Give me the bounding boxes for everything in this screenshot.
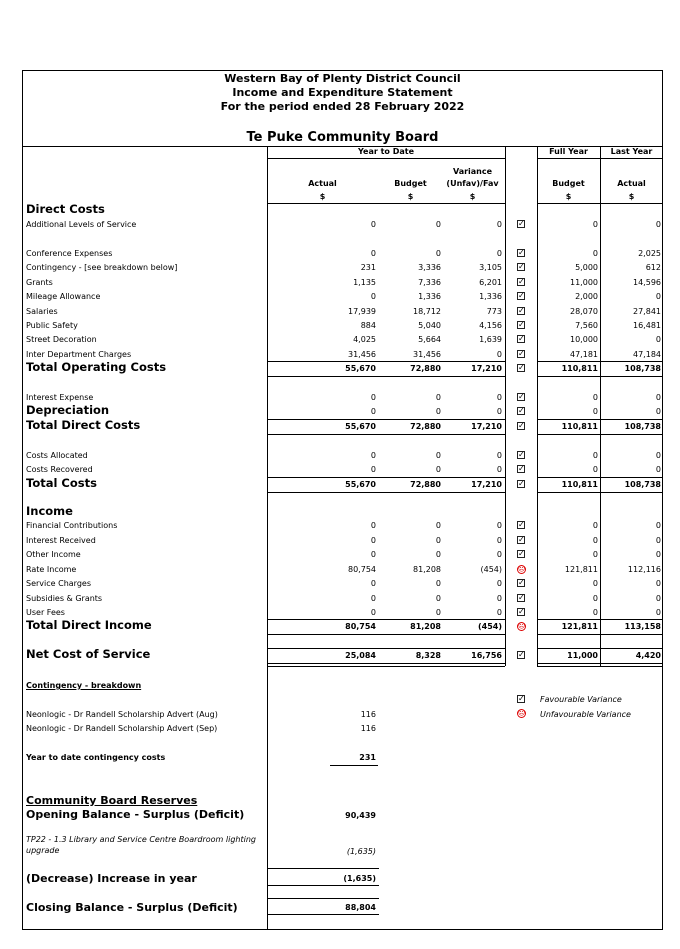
closing-top-rule xyxy=(267,898,379,899)
statement-title: Income and Expenditure Statement xyxy=(232,86,453,99)
row-label: Net Cost of Service xyxy=(26,647,151,661)
row-label: Additional Levels of Service xyxy=(26,220,137,229)
row-fy-budget: 110,811 xyxy=(561,364,598,373)
row-variance: 17,210 xyxy=(471,480,502,489)
reserve-item-value: (1,635) xyxy=(346,847,376,856)
check-icon: ✓ xyxy=(518,450,525,459)
variance-dollar: $ xyxy=(469,192,476,201)
actual-header: Actual xyxy=(308,179,337,188)
total-bottom-rule xyxy=(537,634,663,635)
row-label: Public Safety xyxy=(26,321,78,330)
total-top-rule xyxy=(537,419,663,420)
row-actual: 4,025 xyxy=(353,335,376,344)
row-last-year: 2,025 xyxy=(638,249,661,258)
total-top-rule xyxy=(537,361,663,362)
row-variance: 0 xyxy=(496,407,502,416)
total-top-rule xyxy=(267,419,505,420)
row-budget: 72,880 xyxy=(410,422,441,431)
row-budget: 81,208 xyxy=(410,622,441,631)
row-last-year: 612 xyxy=(645,263,661,272)
ytd-header-rule xyxy=(267,158,505,159)
legend-favourable: Favourable Variance xyxy=(540,695,622,704)
row-fy-budget: 121,811 xyxy=(561,622,598,631)
row-fy-budget: 11,000 xyxy=(570,278,598,287)
check-icon: ✓ xyxy=(518,535,525,544)
row-label: Grants xyxy=(26,278,53,287)
row-budget: 0 xyxy=(435,407,441,416)
check-icon: ✓ xyxy=(518,262,525,271)
check-icon: ✓ xyxy=(518,479,525,488)
closing-bottom-rule xyxy=(267,914,379,915)
actual-dollar: $ xyxy=(319,192,326,201)
row-label: Total Direct Income xyxy=(26,618,152,632)
row-label: Conference Expenses xyxy=(26,249,113,258)
row-last-year: 0 xyxy=(655,292,661,301)
total-top-rule xyxy=(267,619,505,620)
total-top-rule xyxy=(537,648,663,649)
change-top-rule xyxy=(267,868,379,869)
row-last-year: 108,738 xyxy=(624,480,661,489)
row-last-year: 108,738 xyxy=(624,422,661,431)
row-budget: 0 xyxy=(435,594,441,603)
row-last-year: 0 xyxy=(655,393,661,402)
total-bottom-rule xyxy=(537,663,663,664)
row-last-year: 0 xyxy=(655,407,661,416)
row-label: Total Direct Costs xyxy=(26,418,141,432)
reserve-item-label-1: TP22 - 1.3 Library and Service Centre Boardroom lighting xyxy=(26,835,256,844)
ytd-units-rule xyxy=(267,203,505,204)
row-label: Rate Income xyxy=(26,565,77,574)
row-actual: 80,754 xyxy=(348,565,376,574)
row-last-year: 108,738 xyxy=(624,364,661,373)
row-fy-budget: 0 xyxy=(592,249,598,258)
row-fy-budget: 0 xyxy=(592,608,598,617)
row-actual: 0 xyxy=(370,550,376,559)
row-label: Mileage Allowance xyxy=(26,292,101,301)
row-fy-budget: 0 xyxy=(592,521,598,530)
row-variance: 6,201 xyxy=(479,278,502,287)
row-budget: 0 xyxy=(435,220,441,229)
total-bottom-rule xyxy=(267,434,505,435)
frown-icon: ☹ xyxy=(518,565,526,573)
row-label: Total Costs xyxy=(26,476,97,490)
fy-bottom-rule xyxy=(537,666,663,667)
check-icon: ✓ xyxy=(518,248,525,257)
contingency-item-1: Neonlogic - Dr Randell Scholarship Advert (Aug) xyxy=(26,710,218,719)
row-last-year: 0 xyxy=(655,451,661,460)
row-actual: 55,670 xyxy=(345,480,376,489)
row-fy-budget: 10,000 xyxy=(570,335,598,344)
row-budget: 81,208 xyxy=(413,565,441,574)
row-actual: 0 xyxy=(370,521,376,530)
row-variance: 0 xyxy=(496,536,502,545)
row-variance: 0 xyxy=(496,350,502,359)
board-name: Te Puke Community Board xyxy=(246,130,439,145)
check-icon: ✓ xyxy=(518,334,525,343)
check-icon: ✓ xyxy=(518,593,525,602)
check-icon: ✓ xyxy=(518,520,525,529)
row-fy-budget: 0 xyxy=(592,220,598,229)
row-fy-budget: 7,560 xyxy=(575,321,598,330)
statement-period: For the period ended 28 February 2022 xyxy=(220,100,465,113)
row-actual: 17,939 xyxy=(348,307,376,316)
row-fy-budget: 110,811 xyxy=(561,422,598,431)
contingency-title: Contingency - breakdown xyxy=(26,681,142,690)
row-variance: (454) xyxy=(477,622,502,631)
row-actual: 55,670 xyxy=(345,422,376,431)
row-budget: 0 xyxy=(435,249,441,258)
total-bottom-rule xyxy=(267,492,505,493)
total-bottom-rule xyxy=(267,634,505,635)
fy-units-rule xyxy=(537,203,663,204)
row-actual: 0 xyxy=(370,465,376,474)
row-fy-budget: 121,811 xyxy=(564,565,598,574)
change-value: (1,635) xyxy=(343,874,376,883)
check-icon: ✓ xyxy=(518,219,525,228)
check-icon: ✓ xyxy=(518,650,525,659)
check-icon: ✓ xyxy=(518,549,525,558)
row-actual: 0 xyxy=(370,536,376,545)
row-fy-budget: 0 xyxy=(592,407,598,416)
check-icon: ✓ xyxy=(518,464,525,473)
row-label: User Fees xyxy=(26,608,65,617)
row-label: Subsidies & Grants xyxy=(26,594,103,603)
row-budget: 18,712 xyxy=(413,307,441,316)
unfavourable-icon: ☹ xyxy=(518,709,526,717)
fy-header-rule xyxy=(537,158,663,159)
ytd-header: Year to Date xyxy=(357,147,414,156)
row-variance: 0 xyxy=(496,550,502,559)
row-actual: 0 xyxy=(370,393,376,402)
contingency-item-2: Neonlogic - Dr Randell Scholarship Advert (Sep) xyxy=(26,724,218,733)
check-icon: ✓ xyxy=(518,392,525,401)
change-label: (Decrease) Increase in year xyxy=(26,872,197,885)
total-top-rule xyxy=(267,648,505,649)
total-top-rule xyxy=(267,361,505,362)
row-last-year: 0 xyxy=(655,335,661,344)
row-actual: 0 xyxy=(370,292,376,301)
budget-dollar: $ xyxy=(407,192,414,201)
row-label: Salaries xyxy=(26,307,58,316)
row-variance: 0 xyxy=(496,608,502,617)
col-divider-left xyxy=(267,146,268,930)
row-last-year: 0 xyxy=(655,465,661,474)
opening-balance-value: 90,439 xyxy=(345,811,376,820)
row-last-year: 0 xyxy=(655,579,661,588)
total-bottom-rule xyxy=(267,663,505,664)
row-label: Costs Recovered xyxy=(26,465,93,474)
row-fy-budget: 2,000 xyxy=(575,292,598,301)
total-bottom-rule xyxy=(537,376,663,377)
variance-header-1: Variance xyxy=(452,167,493,176)
section-direct-costs: Direct Costs xyxy=(26,202,105,216)
row-variance: 3,105 xyxy=(479,263,502,272)
row-label: Total Operating Costs xyxy=(26,360,167,374)
row-budget: 5,664 xyxy=(418,335,441,344)
row-budget: 5,040 xyxy=(418,321,441,330)
row-actual: 80,754 xyxy=(345,622,376,631)
fy-budget-header: Budget xyxy=(552,179,585,188)
legend-unfavourable: Unfavourable Variance xyxy=(540,710,631,719)
row-label: Depreciation xyxy=(26,403,110,417)
row-fy-budget: 0 xyxy=(592,594,598,603)
row-actual: 0 xyxy=(370,451,376,460)
row-actual: 884 xyxy=(360,321,376,330)
row-actual: 55,670 xyxy=(345,364,376,373)
row-budget: 7,336 xyxy=(418,278,441,287)
row-label: Interest Expense xyxy=(26,393,94,402)
row-last-year: 113,158 xyxy=(624,622,661,631)
check-icon: ✓ xyxy=(518,349,525,358)
row-budget: 0 xyxy=(435,521,441,530)
row-actual: 0 xyxy=(370,608,376,617)
org-name: Western Bay of Plenty District Council xyxy=(224,72,461,85)
row-budget: 0 xyxy=(435,536,441,545)
contingency-item-1-value: 116 xyxy=(360,710,376,719)
row-variance: 0 xyxy=(496,465,502,474)
row-budget: 8,328 xyxy=(415,651,441,660)
row-fy-budget: 0 xyxy=(592,451,598,460)
row-actual: 0 xyxy=(370,220,376,229)
row-last-year: 112,116 xyxy=(627,565,661,574)
closing-value: 88,804 xyxy=(345,903,376,912)
row-fy-budget: 47,181 xyxy=(570,350,598,359)
check-icon: ✓ xyxy=(518,607,525,616)
row-fy-budget: 0 xyxy=(592,536,598,545)
row-label: Street Decoration xyxy=(26,335,97,344)
row-variance: 0 xyxy=(496,594,502,603)
row-variance: 16,756 xyxy=(471,651,502,660)
check-icon: ✓ xyxy=(518,306,525,315)
row-last-year: 14,596 xyxy=(633,278,661,287)
total-bottom-rule xyxy=(267,376,505,377)
row-variance: 1,336 xyxy=(479,292,502,301)
row-variance: 0 xyxy=(496,451,502,460)
check-icon: ✓ xyxy=(518,363,525,372)
contingency-total-label: Year to date contingency costs xyxy=(26,753,166,762)
row-fy-budget: 0 xyxy=(592,465,598,474)
total-top-rule xyxy=(537,619,663,620)
row-budget: 72,880 xyxy=(410,480,441,489)
row-actual: 0 xyxy=(370,579,376,588)
row-budget: 0 xyxy=(435,393,441,402)
row-label: Financial Contributions xyxy=(26,521,118,530)
last-year-header: Last Year xyxy=(610,147,653,156)
row-label: Interest Received xyxy=(26,536,96,545)
row-last-year: 27,841 xyxy=(633,307,661,316)
row-budget: 1,336 xyxy=(418,292,441,301)
row-last-year: 0 xyxy=(655,608,661,617)
check-icon: ✓ xyxy=(518,421,525,430)
ly-dollar: $ xyxy=(628,192,635,201)
reserve-item-label-2: upgrade xyxy=(26,846,60,855)
row-fy-budget: 0 xyxy=(592,393,598,402)
row-last-year: 0 xyxy=(655,594,661,603)
col-divider-ytd xyxy=(505,146,506,666)
row-last-year: 47,184 xyxy=(633,350,661,359)
row-actual: 0 xyxy=(370,407,376,416)
total-bottom-rule xyxy=(537,434,663,435)
row-actual: 0 xyxy=(370,594,376,603)
row-budget: 0 xyxy=(435,579,441,588)
row-budget: 72,880 xyxy=(410,364,441,373)
check-icon: ✓ xyxy=(518,406,525,415)
row-actual: 1,135 xyxy=(353,278,376,287)
row-fy-budget: 0 xyxy=(592,579,598,588)
variance-header-2: (Unfav)/Fav xyxy=(446,179,499,188)
row-budget: 0 xyxy=(435,550,441,559)
row-budget: 3,336 xyxy=(418,263,441,272)
opening-balance-label: Opening Balance - Surplus (Deficit) xyxy=(26,808,245,821)
budget-header: Budget xyxy=(394,179,427,188)
check-icon: ✓ xyxy=(518,291,525,300)
row-budget: 0 xyxy=(435,608,441,617)
row-last-year: 0 xyxy=(655,536,661,545)
row-variance: 0 xyxy=(496,220,502,229)
row-budget: 31,456 xyxy=(413,350,441,359)
closing-label: Closing Balance - Surplus (Deficit) xyxy=(26,901,238,914)
frown-icon: ☹ xyxy=(518,622,526,630)
total-top-rule xyxy=(267,477,505,478)
row-actual: 231 xyxy=(360,263,376,272)
ly-actual-header: Actual xyxy=(617,179,646,188)
row-actual: 25,084 xyxy=(345,651,376,660)
row-last-year: 0 xyxy=(655,220,661,229)
row-variance: 773 xyxy=(486,307,502,316)
row-budget: 0 xyxy=(435,465,441,474)
total-top-rule xyxy=(537,477,663,478)
section-income: Income xyxy=(26,504,73,518)
full-year-header: Full Year xyxy=(549,147,588,156)
row-budget: 0 xyxy=(435,451,441,460)
row-label: Inter Department Charges xyxy=(26,350,132,359)
row-last-year: 0 xyxy=(655,550,661,559)
contingency-total-rule xyxy=(330,765,378,766)
fy-dollar: $ xyxy=(565,192,572,201)
row-fy-budget: 0 xyxy=(592,550,598,559)
row-fy-budget: 110,811 xyxy=(561,480,598,489)
check-icon: ✓ xyxy=(518,277,525,286)
row-variance: 0 xyxy=(496,579,502,588)
row-variance: 1,639 xyxy=(479,335,502,344)
change-bottom-rule xyxy=(267,885,379,886)
favourable-icon: ✓ xyxy=(518,694,525,703)
row-fy-budget: 11,000 xyxy=(567,651,598,660)
row-last-year: 0 xyxy=(655,521,661,530)
ytd-bottom-rule xyxy=(267,666,505,667)
contingency-item-2-value: 116 xyxy=(360,724,376,733)
row-actual: 0 xyxy=(370,249,376,258)
check-icon: ✓ xyxy=(518,578,525,587)
row-label: Service Charges xyxy=(26,579,91,588)
row-variance: (454) xyxy=(480,565,502,574)
total-bottom-rule xyxy=(537,492,663,493)
contingency-total-value: 231 xyxy=(359,753,376,762)
row-variance: 4,156 xyxy=(479,321,502,330)
reserves-title: Community Board Reserves xyxy=(26,794,198,807)
row-label: Costs Allocated xyxy=(26,451,88,460)
row-last-year: 4,420 xyxy=(635,651,661,660)
row-variance: 0 xyxy=(496,521,502,530)
row-last-year: 16,481 xyxy=(633,321,661,330)
check-icon: ✓ xyxy=(518,320,525,329)
row-variance: 17,210 xyxy=(471,422,502,431)
row-variance: 0 xyxy=(496,249,502,258)
row-fy-budget: 5,000 xyxy=(575,263,598,272)
row-label: Other Income xyxy=(26,550,81,559)
row-label: Contingency - [see breakdown below] xyxy=(26,263,178,272)
row-variance: 17,210 xyxy=(471,364,502,373)
row-actual: 31,456 xyxy=(348,350,376,359)
row-variance: 0 xyxy=(496,393,502,402)
row-fy-budget: 28,070 xyxy=(570,307,598,316)
